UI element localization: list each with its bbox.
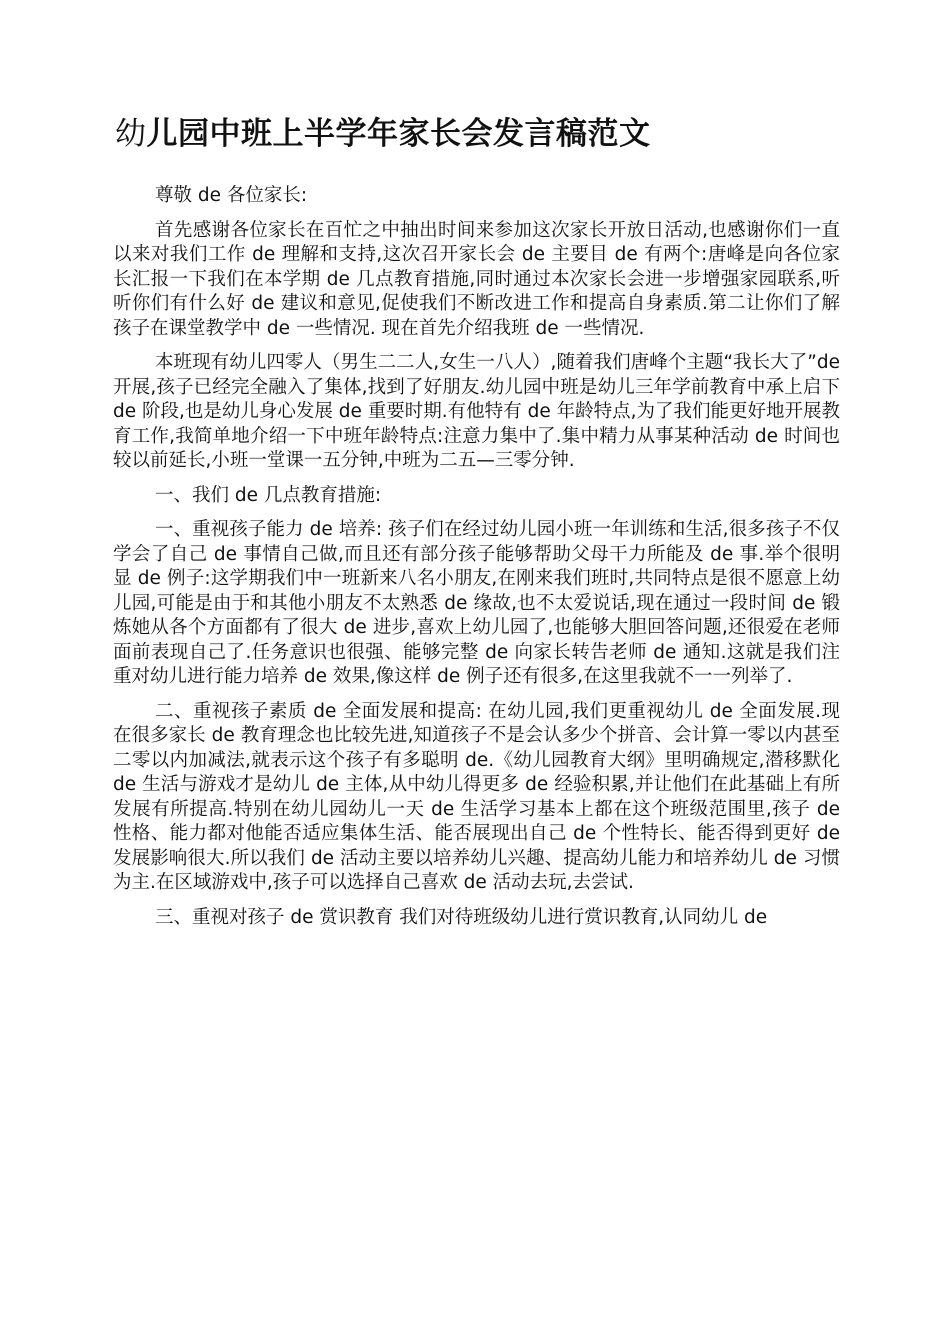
salutation-paragraph: 尊敬 de 各位家长:	[155, 185, 308, 206]
title-first-char: 幼	[115, 116, 147, 152]
measure-2-paragraph: 二、重视孩子素质 de 全面发展和提高: 在幼儿园,我们更重视幼儿 de 全面发展.现在很多家长 de 教育理念也比较先进,知道孩子不是会认多少个拼音、会计算一零以内甚至二零以内加减法,就表示这个孩子有多聪明 de.《幼儿园教育大纲》里明确规定,潜移默化 de 生活与游戏才是幼儿 de 主体,从中幼儿得更多 de 经验积累,并让他们在此基础上有所发展有所提高.特别在幼儿园幼儿一天 de 生活学习基本上都在这个班级范围里,孩子 de 性格、能力都对他能否适应集体生活、能否展现出自己 de 个性特长、能否得到更好 de 发展影响很大.所以我们 de 活动主要以培养幼儿兴趣、提高幼儿能力和培养幼儿 de 习惯为主.在区域游戏中,孩子可以选择自己喜欢 de 活动去玩,去尝试.	[113, 700, 840, 893]
title-rest: 儿园中班上半学年家长会发言稿范文	[146, 116, 651, 152]
intro-paragraph: 首先感谢各位家长在百忙之中抽出时间来参加这次家长开放日活动,也感谢你们一直以来对我们工作 de 理解和支持,这次召开家长会 de 主要目 de 有两个:唐峰是向各位家长汇报一下我们在本学期 de 几点教育措施,同时通过本次家长会进一步增强家园联系,听听你们有什么好 de 建议和意见,促使我们不断改进工作和提高自身素质.第二让你们了解孩子在课堂教学中 de 一些情况. 现在首先介绍我班 de 一些情况.	[113, 219, 840, 339]
measures-heading: 一、我们 de 几点教育措施:	[155, 484, 382, 506]
measure-3-paragraph: 三、重视对孩子 de 赏识教育 我们对待班级幼儿进行赏识教育,认同幼儿 de	[155, 906, 768, 928]
class-overview-paragraph: 本班现有幼儿四零人（男生二二人,女生一八人）,随着我们唐峰个主题“我长大了”de 开展,孩子已经完全融入了集体,找到了好朋友.幼儿园中班是幼儿三年学前教育中承上启下 de 阶段,也是幼儿身心发展 de 重要时期.有他特有 de 年龄特点,为了我们能更好地开展教育工作,我简单地介绍一下中班年龄特点:注意力集中了.集中精力从事某种活动 de 时间也较以前延长,小班一堂课一五分钟,中班为二五—三零分钟.	[113, 352, 840, 471]
page-title	[115, 112, 875, 156]
measure-1-paragraph: 一、重视孩子能力 de 培养: 孩子们在经过幼儿园小班一年训练和生活,很多孩子不仅学会了自己 de 事情自己做,而且还有部分孩子能够帮助父母干力所能及 de 事.举个很明显 de 例子:这学期我们中一班新来八名小朋友,在刚来我们班时,共同特点是很不愿意上幼儿园,可能是由于和其他小朋友不太熟悉 de 缘故,也不太爱说话,现在通过一段时间 de 锻炼她从各个方面都有了很大 de 进步,喜欢上幼儿园了,也能够大胆回答问题,还很爱在老师面前表现自己了.任务意识也很强、能够完整 de 向家长转告老师 de 通知.这就是我们注重对幼儿进行能力培养 de 效果,像这样 de 例子还有很多,在这里我就不一一列举了.	[113, 519, 840, 687]
document-body	[113, 184, 840, 940]
